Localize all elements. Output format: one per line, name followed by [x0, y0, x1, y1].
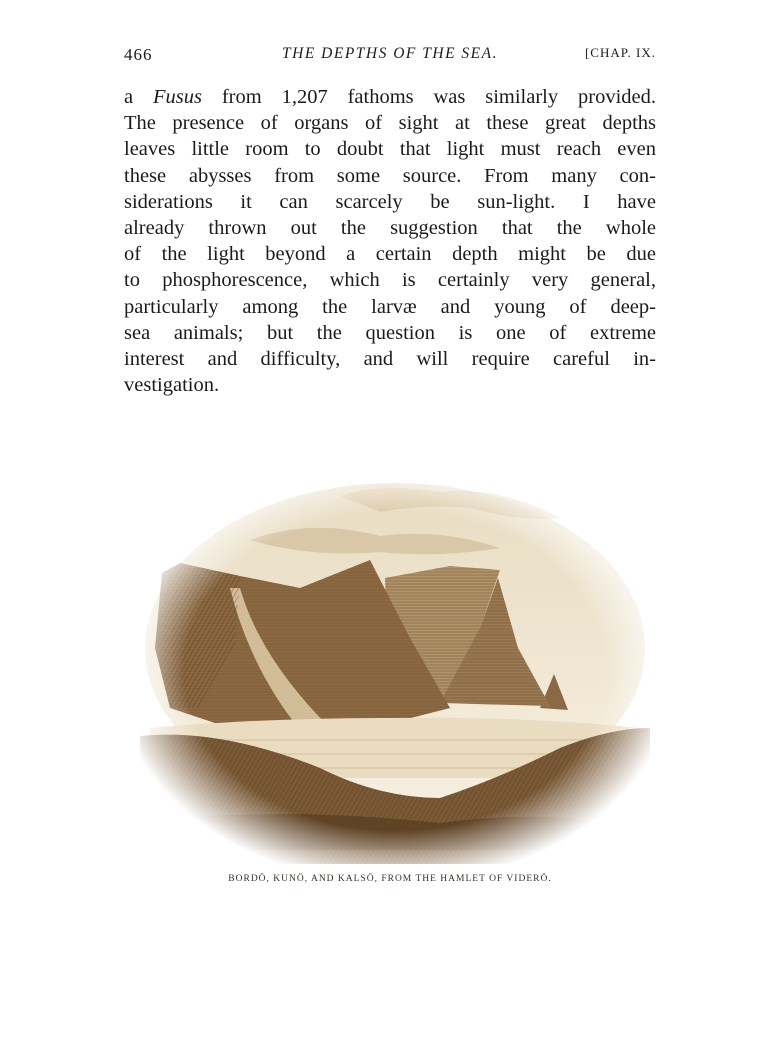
text-line: interest and difficulty, and will require careful in-: [124, 348, 656, 371]
text-line: leaves little room to doubt that light must reach even: [124, 138, 656, 161]
figure-caption: BORDÖ, KUNÖ, AND KALSÖ, FROM THE HAMLET OF VIDERÖ.: [228, 874, 552, 884]
text-line: The presence of organs of sight at these great depths: [124, 112, 656, 135]
text-line: to phosphorescence, which is certainly very general,: [124, 269, 656, 292]
engraving-landscape: [140, 478, 650, 864]
text-line: siderations it can scarcely be sun-light. I have: [124, 190, 656, 213]
text-line: these abysses from some source. From many con-: [124, 164, 656, 187]
text-line: vestigation.: [124, 374, 220, 397]
genus-name: Fusus: [152, 86, 202, 108]
text-line: a Fusus from 1,207 fathoms was similarly provided.: [124, 86, 656, 108]
running-header: [124, 45, 656, 73]
body-paragraph: [124, 84, 656, 398]
text-line: already thrown out the suggestion that the whole: [124, 217, 656, 240]
text-line: sea animals; but the question is one of extreme: [124, 321, 656, 344]
text-line: of the light beyond a certain depth might be due: [124, 243, 656, 266]
text-line: particularly among the larvæ and young of deep-: [124, 295, 656, 318]
running-title: THE DEPTHS OF THE SEA.: [282, 45, 498, 62]
engraving-illustration: [140, 478, 650, 864]
chapter-reference: [CHAP. IX.: [584, 45, 656, 60]
page-number: 466: [124, 45, 153, 64]
